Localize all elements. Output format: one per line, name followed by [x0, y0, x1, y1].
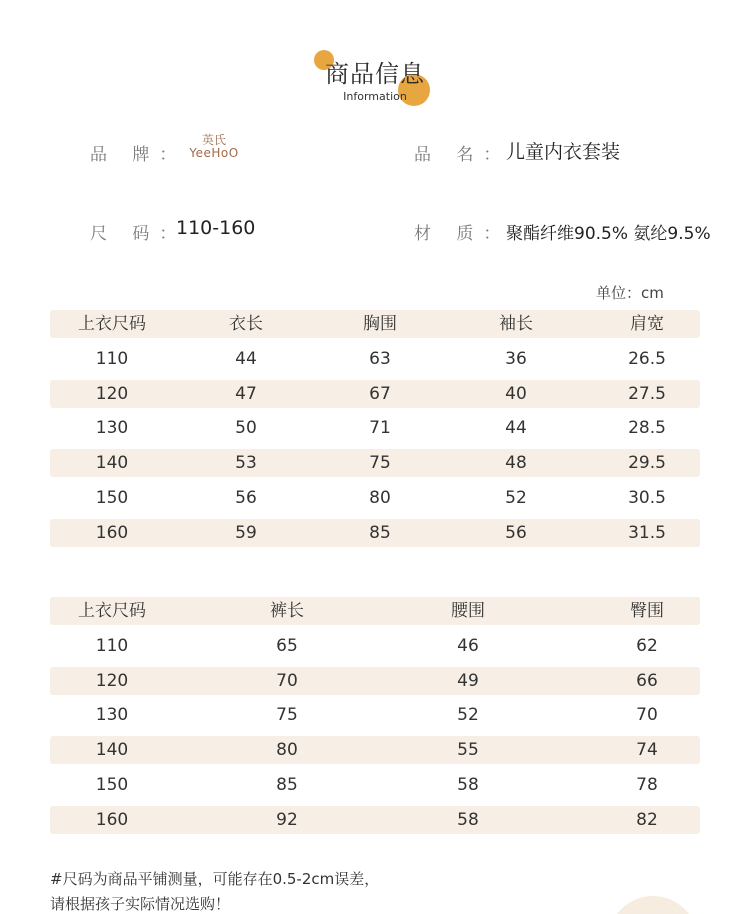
table-cell: 31.5	[628, 522, 666, 543]
material-value: 聚酯纤维90.5% 氨纶9.5%	[506, 224, 711, 244]
table-cell: 70	[636, 705, 658, 726]
table-cell: 53	[235, 453, 257, 474]
table-cell: 80	[276, 740, 298, 761]
table-row	[50, 380, 700, 408]
note-line-2: 请根据孩子实际情况选购！	[50, 895, 231, 913]
table-cell: 52	[505, 487, 527, 508]
table-row	[50, 806, 700, 834]
section-subtitle: Information	[343, 90, 407, 103]
unit-label: 单位：cm	[596, 284, 664, 302]
table-cell: 62	[636, 635, 658, 656]
table-cell: 50	[235, 418, 257, 439]
table-cell: 160	[95, 809, 129, 830]
size-value: 110-160	[176, 217, 256, 239]
decorative-circle	[608, 896, 698, 914]
table-cell: 150	[95, 774, 129, 795]
table-cell: 63	[369, 348, 391, 369]
table-cell: 82	[636, 809, 658, 830]
table-cell: 52	[457, 705, 479, 726]
table-header-cell: 腰围	[451, 601, 485, 621]
section-title: 商品信息	[325, 60, 425, 88]
brand-logo-en: YeeHoO	[189, 146, 239, 160]
table-cell: 92	[276, 809, 298, 830]
table-cell: 30.5	[628, 487, 666, 508]
table-cell: 47	[235, 383, 257, 404]
table-cell: 44	[505, 418, 527, 439]
table-cell: 85	[276, 774, 298, 795]
brand-logo-cn: 英氏	[201, 133, 226, 147]
section-header	[0, 0, 750, 120]
table-header-cell: 衣长	[229, 314, 263, 334]
table-cell: 49	[457, 670, 479, 691]
table-cell: 29.5	[628, 453, 666, 474]
table-cell: 56	[235, 487, 257, 508]
table-row	[50, 345, 700, 373]
table-row	[50, 449, 700, 477]
table-cell: 56	[505, 522, 527, 543]
table-cell: 36	[505, 348, 527, 369]
table-cell: 110	[95, 348, 129, 369]
name-label: 品 名：	[414, 145, 511, 165]
table-cell: 70	[276, 670, 298, 691]
table-cell: 75	[276, 705, 298, 726]
table-cell: 120	[95, 670, 129, 691]
table-row	[50, 771, 700, 799]
table-cell: 58	[457, 809, 479, 830]
table-cell: 40	[505, 383, 527, 404]
table-cell: 46	[457, 635, 479, 656]
name-value: 儿童内衣套装	[506, 141, 621, 163]
table-header-row	[50, 310, 700, 338]
table-cell: 55	[457, 740, 479, 761]
table-header-cell: 肩宽	[630, 314, 664, 334]
table-header-cell: 裤长	[270, 601, 304, 621]
pants-size-table	[50, 597, 700, 841]
table-cell: 130	[95, 705, 129, 726]
table-row	[50, 632, 700, 660]
table-cell: 120	[95, 383, 129, 404]
table-row	[50, 701, 700, 729]
table-row	[50, 519, 700, 547]
table-row	[50, 484, 700, 512]
table-header-cell: 上衣尺码	[78, 314, 146, 334]
table-header-cell: 袖长	[499, 314, 533, 334]
table-cell: 150	[95, 487, 129, 508]
material-label: 材 质：	[414, 224, 511, 244]
table-cell: 27.5	[628, 383, 666, 404]
table-cell: 110	[95, 635, 129, 656]
table-cell: 140	[95, 453, 129, 474]
table-row	[50, 414, 700, 442]
table-row	[50, 667, 700, 695]
table-cell: 71	[369, 418, 391, 439]
size-label: 尺 码：	[90, 224, 187, 244]
table-cell: 44	[235, 348, 257, 369]
table-cell: 85	[369, 522, 391, 543]
table-cell: 160	[95, 522, 129, 543]
table-cell: 130	[95, 418, 129, 439]
table-header-cell: 上衣尺码	[78, 601, 146, 621]
table-cell: 26.5	[628, 348, 666, 369]
note-line-1: #尺码为商品平铺测量，可能存在0.5-2cm误差，	[50, 870, 380, 888]
table-cell: 80	[369, 487, 391, 508]
table-cell: 58	[457, 774, 479, 795]
brand-logo	[183, 134, 245, 164]
brand-label: 品 牌：	[90, 145, 187, 165]
table-header-cell: 臀围	[630, 601, 664, 621]
table-cell: 75	[369, 453, 391, 474]
table-cell: 28.5	[628, 418, 666, 439]
table-cell: 67	[369, 383, 391, 404]
table-cell: 140	[95, 740, 129, 761]
table-cell: 65	[276, 635, 298, 656]
table-cell: 78	[636, 774, 658, 795]
table-cell: 66	[636, 670, 658, 691]
table-cell: 48	[505, 453, 527, 474]
table-cell: 74	[636, 740, 658, 761]
table-header-cell: 胸围	[363, 314, 397, 334]
table-cell: 59	[235, 522, 257, 543]
table-header-row	[50, 597, 700, 625]
table-row	[50, 736, 700, 764]
top-size-table	[50, 310, 700, 554]
